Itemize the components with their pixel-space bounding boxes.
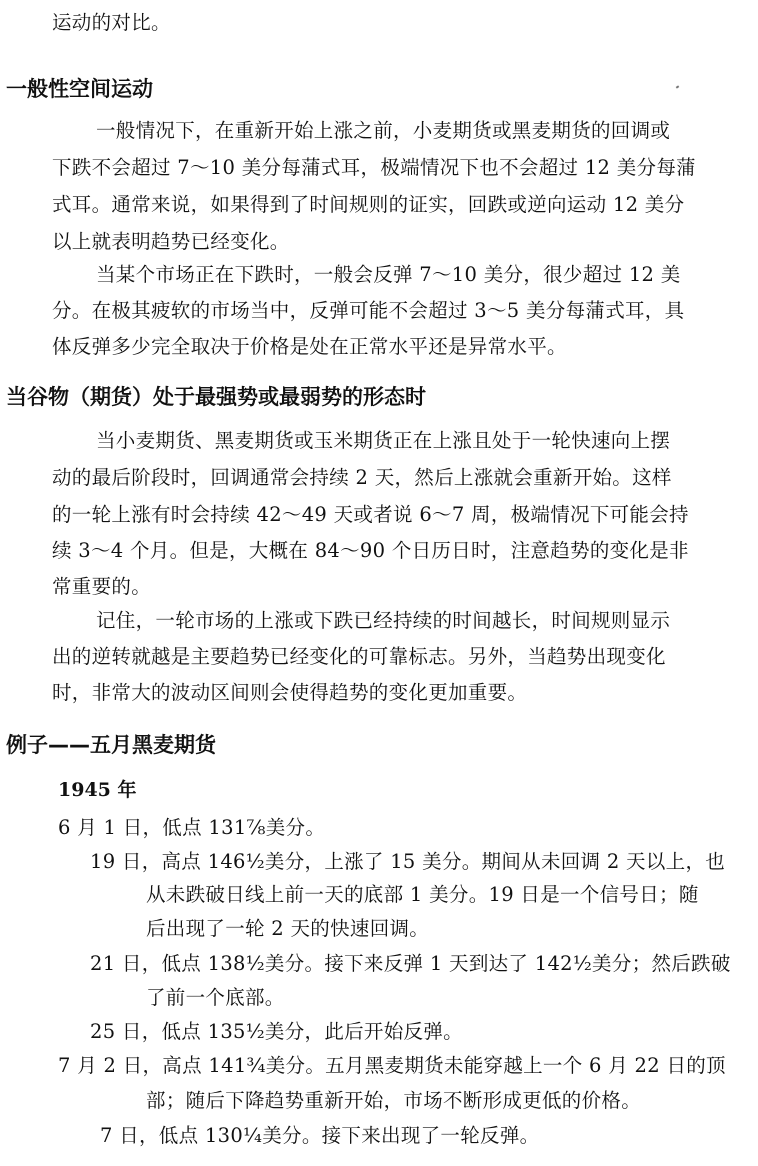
example-entry: 6 月 1 日，低点 131⅞美分。 <box>58 816 326 839</box>
paragraph-line: 常重要的。 <box>52 575 152 598</box>
example-entry: 21 日，低点 138½美分。接下来反弹 1 天到达了 142½美分；然后跌破 <box>90 952 731 975</box>
example-entry: 7 日，低点 130¼美分。接下来出现了一轮反弹。 <box>100 1124 540 1147</box>
paragraph-line: 出的逆转就越是主要趋势已经变化的可靠标志。另外，当趋势出现变化 <box>52 645 666 668</box>
paragraph-line: 下跌不会超过 7～10 美分每蒲式耳，极端情况下也不会超过 12 美分每蒲 <box>52 156 696 179</box>
paragraph-line: 式耳。通常来说，如果得到了时间规则的证实，回跌或逆向运动 12 美分 <box>52 193 685 216</box>
paragraph-line: 当小麦期货、黑麦期货或玉米期货正在上涨且处于一轮快速向上摆 <box>96 429 671 452</box>
paragraph-line: 动的最后阶段时，回调通常会持续 2 天，然后上涨就会重新开始。这样 <box>52 466 672 489</box>
intro-tail-text: 运动的对比。 <box>52 11 171 34</box>
paragraph-line: 一般情况下，在重新开始上涨之前，小麦期货或黑麦期货的回调或 <box>96 119 671 142</box>
section-heading-strongest-weakest: 当谷物（期货）处于最强势或最弱势的形态时 <box>6 385 426 409</box>
example-entry-continuation: 部；随后下降趋势重新开始，市场不断形成更低的价格。 <box>146 1089 642 1112</box>
example-entry-continuation: 后出现了一轮 2 天的快速回调。 <box>146 917 430 940</box>
example-year: 1945 年 <box>58 779 137 801</box>
example-entry: 19 日，高点 146½美分，上涨了 15 美分。期间从未回调 2 天以上，也 <box>90 850 726 873</box>
section-heading-example-may-rye: 例子——五月黑麦期货 <box>6 733 216 757</box>
paragraph-line: 以上就表明趋势已经变化。 <box>52 230 290 253</box>
example-entry-continuation: 从未跌破日线上前一天的底部 1 美分。19 日是一个信号日；随 <box>146 883 699 906</box>
paragraph-line: 当某个市场正在下跌时，一般会反弹 7～10 美分，很少超过 12 美 <box>96 263 681 286</box>
paragraph-line: 时，非常大的波动区间则会使得趋势的变化更加重要。 <box>52 681 528 704</box>
example-entry: 25 日，低点 135½美分，此后开始反弹。 <box>90 1020 463 1043</box>
example-entry: 7 月 2 日，高点 141¾美分。五月黑麦期货未能穿越上一个 6 月 22 日的顶 <box>58 1054 726 1077</box>
paragraph-line: 的一轮上涨有时会持续 42～49 天或者说 6～7 周，极端情况下可能会持 <box>52 503 689 526</box>
paragraph-line: 分。在极其疲软的市场当中，反弹可能不会超过 3～5 美分每蒲式耳，具 <box>52 299 685 322</box>
paragraph-line: 体反弹多少完全取决于价格是处在正常水平还是异常水平。 <box>52 335 567 358</box>
section-heading-spatial-movement: 一般性空间运动 <box>6 77 153 101</box>
paragraph-line: 续 3～4 个月。但是，大概在 84～90 个日历日时，注意趋势的变化是非 <box>52 539 689 562</box>
example-entry-continuation: 了前一个底部。 <box>146 986 285 1009</box>
paragraph-line: 记住，一轮市场的上涨或下跌已经持续的时间越长，时间规则显示 <box>96 609 671 632</box>
scan-mark <box>676 85 680 88</box>
